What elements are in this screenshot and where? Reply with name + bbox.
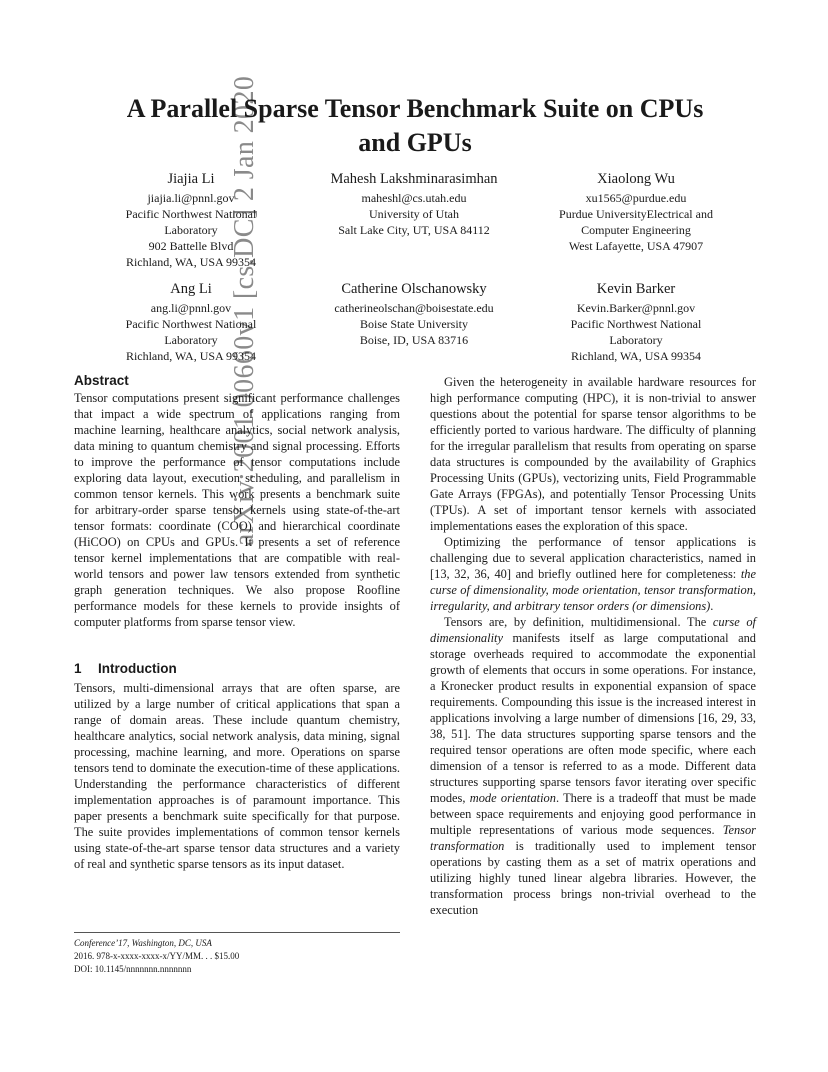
author-affiliation-line: Purdue UniversityElectrical and [559, 207, 713, 221]
author-address-line: Salt Lake City, UT, USA 84112 [338, 223, 490, 237]
author-block-xiaolong-wu [520, 170, 752, 254]
right-column [430, 374, 756, 918]
author-email: ang.li@pnnl.gov [150, 301, 232, 315]
author-email: maheshl@cs.utah.edu [361, 191, 467, 205]
right-paragraph-3 [430, 614, 756, 918]
author-address-line: Richland, WA, USA 99354 [125, 349, 257, 363]
author-name: Ang Li [170, 281, 212, 297]
author-address-line: West Lafayette, USA 47907 [568, 239, 704, 253]
introduction-paragraph-1: Tensors, multi-dimensional arrays that are often sparse, are utilized by a large number of critical applications that span a range of domain areas. These include quantum chemistry, healthcare analytics, social network analysis, data mining, signal processing, machine learning, and more. Operations on sparse tensors tend to dominate the execution-time of these applications. Understanding the performance characteristics of different implementation approaches is of paramount importance. This paper presents a benchmark suite specifically for that purpose. The suite provides implementations of common tensor kernels using state-of-the-art sparse tensor data structures and a variety of real and synthetic sparse tensors as its input dataset. [74, 681, 400, 871]
author-affiliation-line: Boise State University [360, 317, 468, 331]
author-address-line: Boise, ID, USA 83716 [359, 333, 469, 347]
text-run: Optimizing the performance of tensor applications is challenging due to several application characteristics, named in [13, 32, 36, 40] and briefly outlined here for completeness: [430, 535, 756, 581]
arxiv-id-text: arXiv:2001.00660v1 [cs.DC] 2 Jan 2020 [229, 75, 260, 547]
right-paragraph-1: Given the heterogeneity in available hardware resources for high performance computing (HPC), it is non-trivial to answer questions about the potential for sparse tensor algorithms to be efficiently ported to various hardware. The difficulty of planning for the irregular parallelism that results from operating on sparse data structures is compounded by the availability of Graphics Processing Units (GPUs), vectorizing units, Field Programmable Gate Arrays (FPGAs), and potentially Tensor Processing Units (TPUs). A set of important tensor kernels with associated implementations eases the exploration of this space. [430, 375, 756, 533]
section-title: Introduction [98, 661, 177, 676]
author-block-ang-li [75, 280, 307, 364]
emphasis-run: mode orientation [469, 791, 556, 805]
author-block-mahesh-lakshminarasimhan [298, 170, 530, 238]
footnote-venue: Conference’17, Washington, DC, USA [74, 938, 212, 948]
emphasis-run: Tensor transformation [430, 823, 756, 853]
text-run: manifests itself as large computational and storage overheads required to accommodate the exponential growth of elements that occurs in some operations. For instance, a Kronecker product results in exponential expansion of space requirements. Compounding this issue is the increased interest in applications involving a large number of dimensions [16, 29, 33, 38, 51]. The data structures supporting sparse tensors and the required tensor operations are often mode specific, where each dimension of a tensor is referred to as a mode. Different data structures supporting sparse tensors favor iterating over specific modes, [430, 631, 756, 805]
author-name: Catherine Olschanowsky [341, 281, 487, 297]
text-run: . [710, 599, 714, 613]
introduction-heading [74, 660, 400, 678]
text-run: Tensors are, by definition, multidimensional. The [444, 615, 713, 629]
author-affiliation-line: Pacific Northwest National [125, 317, 257, 331]
author-affiliation-line: University of Utah [369, 207, 459, 221]
author-email: Kevin.Barker@pnnl.gov [576, 301, 696, 315]
copyright-footnote [74, 932, 400, 976]
abstract-text: Tensor computations present significant performance challenges that impact a wide spectrum of applications ranging from machine learning, healthcare analytics, social network analysis, data mining to quantum chemistry and signal processing. Efforts to improve the performance of tensor computations include exploring data layout, execution scheduling, and parallelism in common tensor kernels. This work presents a benchmark suite for arbitrary-order sparse tensor kernels using state-of-the-art tensor formats: coordinate (COO) and hierarchical coordinate (HiCOO) on CPUs and GPUs. It presents a set of reference tensor kernel implementations that are compatible with real-world tensors and power law tensors extended from synthetic graph generation techniques. We also propose Roofline performance models for these kernels to provide insights of computer platforms from sparse tensor view. [74, 391, 400, 629]
abstract-heading: Abstract [74, 373, 129, 388]
text-run: . There is a tradeoff that must be made between space requirements and enjoying good performance in multiple representations of various mode sequences. [430, 791, 757, 837]
author-name: Xiaolong Wu [597, 171, 675, 187]
author-block-catherine-olschanowsky [298, 280, 530, 348]
author-name: Kevin Barker [596, 281, 676, 297]
title-line-1: A Parallel Sparse Tensor Benchmark Suite on CPUs [126, 94, 704, 123]
section-number: 1 [74, 661, 82, 676]
right-paragraph-2 [430, 534, 756, 614]
author-address-line: Richland, WA, USA 99354 [125, 255, 257, 269]
author-affiliation-line: Pacific Northwest National [570, 317, 702, 331]
author-name: Jiajia Li [167, 171, 215, 187]
author-email: catherineolschan@boisestate.edu [334, 301, 494, 315]
emphasis-run: curse of dimensionality [430, 615, 756, 645]
left-column [74, 372, 400, 872]
author-block-jiajia-li [75, 170, 307, 270]
author-address-line: 902 Battelle Blvd [148, 239, 234, 253]
emphasis-run: the curse of dimensionality, mode orientation, tensor transformation, irregularity, and arbitrary tensor orders (or dimensions) [430, 567, 756, 613]
footnote-price: 2016. 978-x-xxxx-xxxx-x/YY/MM. . . $15.00 [74, 951, 240, 961]
author-address-line: Richland, WA, USA 99354 [570, 349, 702, 363]
author-email: jiajia.li@pnnl.gov [147, 191, 235, 205]
author-affiliation-line: Laboratory [609, 333, 663, 347]
author-affiliation-line: Laboratory [164, 333, 218, 347]
author-affiliation-line: Pacific Northwest National [125, 207, 257, 221]
text-run: is traditionally used to implement tensor operations by casting them as a set of matrix operations and utilizing highly tuned linear algebra libraries. However, the transformation process brings non-trivial overhead to the execution [430, 839, 756, 917]
author-block-kevin-barker [520, 280, 752, 364]
paper-title [74, 92, 756, 160]
footnote-doi: DOI: 10.1145/nnnnnnn.nnnnnnn [74, 964, 192, 974]
title-line-2: and GPUs [358, 128, 472, 157]
author-name: Mahesh Lakshminarasimhan [330, 171, 498, 187]
author-affiliation-line: Laboratory [164, 223, 218, 237]
author-email: xu1565@purdue.edu [585, 191, 687, 205]
author-affiliation-line: Computer Engineering [581, 223, 691, 237]
